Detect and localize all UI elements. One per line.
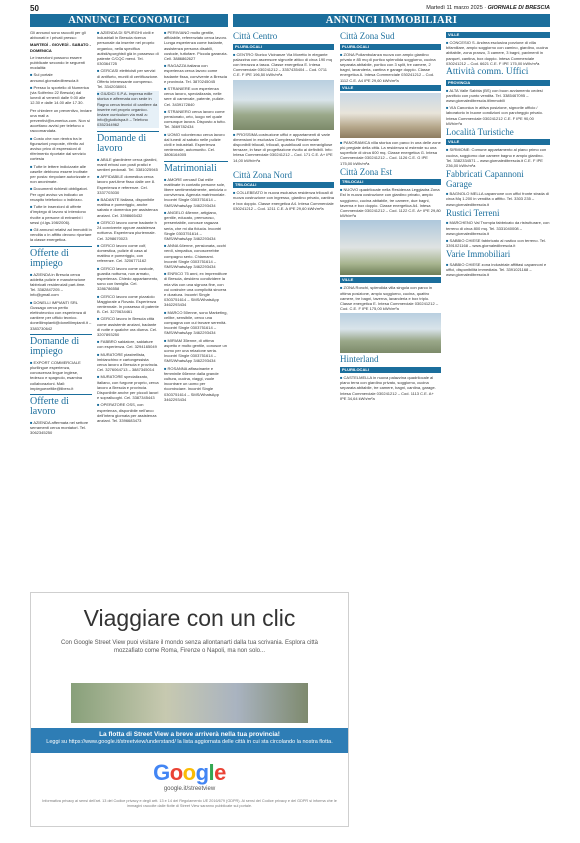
- ad-title: Viaggiare con un clic: [83, 605, 296, 631]
- ad-listing: FABBRO saldatore, saldature con esperienza. Cel. 3294165049: [97, 339, 157, 350]
- column-5: Città Zona Sud PLURILOCALI ■ ZONA Poliambulanza nuova con ampio giardino privato e 85 mq di portico splendida soggiorno, cucina separata abitabile, portico con 3 split, tre camere, 2 bagni, lavanderia, cantina e garage doppio. Classe energetica A. Intesa Commerciale 030241212 – Cod. 1112 C.E. A4 IPE 29,60 kWh/m²a VILLE ■ PANORAMICA villa storica con parco in una delle zone più pregiate della città. La residenza si estende su una superficie di circa 600 mq. Classe energetica G. Intesa Commerciale 030241212 – Cod. 1126 C.E. G IPE 175,00 kWh/m²a Città Zona Est TRILOCALI ■ NUOVO quadrilocale nella Residenza Leggiadra Zona Est in nuova costruzione con giardino privato, ampio soggiorno, cucina abitabile, tre camere, due bagni, taverna e box doppio. Classe energetica A4. Intesa Commerciale 030241212 – Cod. 1122 C.E. A+ IPE 29,80 kWh/m²a VILLE ■ ZONA Ronchi, splendida villa singola con parco in ottima posizione, ampio soggiorno, cucina, quattro camere, tre bagni, taverna, lavanderia e box triplo. Classe energetica E. Intesa Commerciale 030241212 – Cod. C.E. F IPE 175,00 kWh/m²a Hinterland PLURILOCALI ■ CASTELMELLA in nuova palazzina quadrilocale al piano terra con giardino privato, soggiorno, cucina separata abitabile, tre camere, bagni, cantina, garage. Intesa Commerciale 030241212 – Cod. 1113 C.E. A+ IPE 34,64 kWh/m²a: [340, 31, 441, 401]
- section-domande-lavoro: Domande di lavoro: [97, 131, 159, 154]
- ad-blue-band: [31, 728, 348, 753]
- property-listing: ALTA Valle Sabbia (BS) con buon avviamento cedesi panificio con punto vendita. Tel. 3385467095 – www.giornaledibrescia.it/immobili: [446, 87, 543, 103]
- bullet-portal[interactable]: Sul portale annunci.giornaledibrescia.it: [30, 72, 79, 83]
- property-listing: NUOVO quadrilocale nella Residenza Leggiadra Zona Est in nuova costruzione con giardino privato, ampio soggiorno, cucina abitabile, tre camere, due bagni, taverna e box doppio. Classe energetica A4. Intesa Commerciale 030241212 – Cod. 1122 C.E. A+ IPE 29,80 kWh/m²a: [340, 187, 441, 219]
- hours-note: Le inserzioni possono essere pubblicate secondo le seguenti modalità:: [30, 54, 85, 71]
- tag-plurilocali: PLURILOCALI: [340, 367, 441, 373]
- section-rustici-terreni: Rustici Terreni: [446, 207, 500, 218]
- ad-listing: AZIENDA DI SPURGHI civili e industriali in Brescia ricerca personale da inserire nel proprio organico, nella specifica autisti/spurghisti già in possesso di patente C/CQC merci. Tel. 030364725: [97, 30, 159, 67]
- bullet-lavoro: Tutte le inserzioni di offerte d'impiego di lavoro si intendono rivolte a persone di entrambi i sessi (d.lgs.198/2006).: [30, 204, 86, 225]
- section-attivita-uffici: Attività comm. Uffici: [446, 67, 529, 78]
- property-listing: PROSSIMA costruzione uffici e appartamenti di varie dimensioni in esclusiva Complesso Residenziale disponibili trilocali, trilocali, quadrilocali con meravigliose terrazze, in fase di progettazione rivolto ai definibili. Info: Intesa Commerciale 030241212 – Cod. 171 C.E. A+ IPE 14,00 kWh/m²a: [233, 131, 333, 163]
- property-listing: CASTELMELLA in nuova palazzina quadrilocale al piano terra con giardino privato, soggiorno, cucina separata abitabile, tre camere, bagni, cantina, garage. Intesa Commerciale 030241212 – Cod. 1113 C.E. A+ IPE 34,64 kWh/m²a: [340, 374, 436, 401]
- ad-listing: RAGAZZA italiana con esperienza cerca lavoro come badante fissa, convivente a Brescia e provincia. Tel. 3870245045: [164, 63, 227, 84]
- ad-listing: CERCO lavoro come pizzaiolo Maggiorale a Rovato. Esperienza ventennale. In possesso di patente B. Cel. 3270634461: [97, 293, 159, 315]
- ad-listing: UOMO volonteroso cerca lavoro dal lunedì al sabato nelle pulizie civili e industriali. Esperienza ventennale, automunito. Cel. 3806164005: [164, 131, 225, 158]
- property-listing: CENTRO Storico Vicinanze Via Moretto in elegante palazzina con ascensore signorile attico di circa 190 mq con terrazza a tasca. Classe energetica E. Intesa Commerciale 030241212 – 3357435404 – Cod. 0711 C.E. F IPE 196,50 kWh/m²a: [233, 51, 332, 78]
- bullet-cost: Costo che non rientra tra le figurazioni proposte, riferito ad avviso privo di espressioni di riferimento riportate dal servizio cortesia: [30, 135, 86, 162]
- ad-listing: MURATORE specializzato, italiano, con furgone proprio, cerca lavoro a Brescia e provincia. Disponibile anche per piccoli lavori e sopralluoghi. Cel. 3387345443: [97, 374, 159, 401]
- column-1: Gli annunci sono raccolti per gli abbonati e i privati presso: MARTEDÌ - GIOVEDÌ - SABATO - DOMENICA Le inserzioni possono essere pubblicate secondo le seguenti modalità: ■ Sul portale annunci.giornaledibrescia.it ■ Presso lo sportello di Numerica (via Solferino 22 Brescia) dal lunedì al venerdì dalle 9.00 alle 12.30 e dalle 14.00 alle 17.30. Per chiedere un preventivo, inviare una mail a preventivi@numerica.com. Non si accettano avvisi per telefono o raccomandata. ■ Costo che non rientra tra le figurazioni proposte, riferito ad avviso privo di espressioni di riferimento riportate dal servizio cortesia ■ Tutte le lettere indicizzate alle caselle debbono essere inoltrate per posta: rimpolare autorizzate e non anonimate. ■ Documenti richiesti obbligatori. Per ogni avviso va indicato un recapito telefonico o indirizzo. ■ Tutte le inserzioni di offerte d'impiego di lavoro si intendono rivolte a persone di entrambi i sessi (d.lgs.198/2006). ■ Gli annunci relativi ad immobili in vendita o in affitto devono riportare la classe energetica. Offerte di impiego ■ AZIENDA in Brescia cerca addetta pulizie e manutenzione fabbricati residenziali part-time. Tel. 3382847205 – info@gmail.com ■ DONELLI IMPIANTI SRL Gussago cerca perito elettrotecnico con esperienza di cantiere per ufficio tecnico. donelliimpianti@donelliimpianti.it – 3383730642 Domande di impiego ■ EXPORT COMMERCIALE plurilingue esperienza, conoscenza lingue inglese, tedesco e spagnolo, esamina collaborazioni. Mail: impiegoexeltile@libero.it Offerte di lavoro ■ AZIENDA affermata nel settore serramenti cerca montatori. Tel. 3062345250: [30, 30, 92, 436]
- column-4: Città Centro PLURILOCALI ■ CENTRO Storico Vicinanze Via Moretto in elegante palazzina con ascensore signorile attico di circa 190 mq con terrazza a tasca. Classe energetica E. Intesa Commerciale 030241212 – 3357435404 – Cod. 0711 C.E. F IPE 196,50 kWh/m²a ■ PROSSIMA costruzione uffici e appartamenti di varie dimensioni in esclusiva Complesso Residenziale disponibili trilocali, trilocali, quadrilocali con meravigliose terrazze, in fase di progettazione rivolto ai definibili. Info: Intesa Commerciale 030241212 – Cod. 171 C.E. A+ IPE 14,00 kWh/m²a Città Zona Nord TRILOCALI ■ COLLEBEATO in nuova esclusiva residenza trilocali di nuova costruzione con ingresso, giardino privato, cantina e box doppio. Classe energetica A4. Intesa Commerciale 030241212 – Cod. 1211 C.E. A IPE 29,60 kWh/m²a: [233, 31, 334, 211]
- bullet-lettere: Tutte le lettere indicizzate alle caselle debbono essere inoltrate per posta: rimpolare autorizzate e non anonimate.: [30, 163, 90, 185]
- ad-listing: OPERATORE OSS, con esperienza, disponibile nell'arco dell'intera giornata per assistenza anziani. Tel. 3396683473: [97, 402, 157, 423]
- ad-listing: AFFIDABILE domestica cerca lavoro part-time fisso dalle ore 8. Esperienza e referenze. Cel. 3337703030: [97, 174, 156, 195]
- ad-listing: CERCO lavoro come custode, guardia notturna, non armato, esperienza. Chiedo appartamento, sono con famiglia. Cel. 3286786558: [97, 265, 159, 292]
- property-listing: CONCESIO S. Andrea esclusiva porzione di villa bifamiliare, ampio soggiorno con camino, giardino, cucina abitabile, zona pranzo, 3 camere, 3 bagni, pavimenti in parquet, cantina, box doppio. Intesa Commerciale 030241212 – Cod. 6621 C.E. F IPE 175,00 kWh/m²a: [446, 40, 548, 66]
- page-header: [30, 4, 550, 14]
- street-view-advertisement: [30, 592, 349, 827]
- ad-footer: Informativa privacy ai sensi dell'art. 13 del Codice privacy e degli artt. 13 e 14 del Regolamento UE 2016/679 (GDPR). Ai sensi del Codice privacy e del GDPR si informa che le immagini raccolte dalle flotte di Street View saranno pubblicate sul portale.: [42, 799, 337, 808]
- tag-plurilocali: PLURILOCALI: [233, 44, 334, 50]
- page-date: Martedì 11 marzo 2025 · GIORNALE DI BRESCIA: [426, 5, 550, 11]
- property-listing: PANORAMICA villa storica con parco in una delle zone più pregiate della città. La residenza si estende su una superficie di circa 600 mq. Classe energetica G. Intesa Commerciale 030241212 – Cod. 1126 C.E. G IPE 175,00 kWh/m²a: [340, 139, 441, 166]
- bullet-sportello: Presso lo sportello di Numerica (via Solferino 22 Brescia) dal lunedì al venerdì dalle 9.00 alle 12.30 e dalle 14.00 alle 17.30.: [30, 84, 89, 106]
- ad-listing: STRANIERO cerca lavoro come pensionato, orto, luogo nel quale comunque lavora. Disposto a tutto. Tel. 3669782434: [164, 108, 226, 130]
- tag-provincia: PROVINCIA: [446, 80, 550, 86]
- section-bar-annunci-immobiliari: ANNUNCI IMMOBILIARI: [233, 14, 550, 27]
- ad-listing: ROSANNA affascinante e femminile 66enne dalla grande cultura, cucina, viaggi, vuole incontrare un uomo per ricominciare. Incontri Single 0303751614 – SMS/WhatsApp 3462293434: [164, 365, 219, 402]
- section-citta-zona-nord: Città Zona Nord: [233, 169, 292, 180]
- section-citta-zona-est: Città Zona Est: [340, 166, 392, 177]
- ad-street-photo: [71, 683, 308, 723]
- ad-listing: AMORE cercasi! Dai mille mattinate in contatto persone sole, libere sentimentalmente, amicizia o convivenza. Agenzia matrimoniale. Incontri Single 0303751614 – SMS/WhatsApp 3462293434: [164, 176, 227, 208]
- property-photo: [340, 220, 441, 275]
- ad-listing: MURATORE piastrellista, imbianchino e cartongessista cerca lavoro a Brescia e provincia. Cel. 3276064713 – 3887345014: [97, 351, 159, 373]
- section-citta-zona-sud: Città Zona Sud: [340, 31, 395, 41]
- ad-band-text[interactable]: Leggi su https://www.google.it/streetview/understand/ la lista aggiornata delle città in cui sta circolando la nostra flotta.: [46, 739, 333, 745]
- ad-listing: PERIVIANO molto gentile, affidabile, referenziato cerca lavoro. Lunga esperienza come badante, assistenza persona disabili, custode, tuttofare. Piccola garanzia. Cell. 3886862627: [164, 30, 228, 62]
- tag-ville: VILLE: [446, 139, 550, 145]
- ad-listing: CERCASI elettricisti per servizi di antifurto, muniti di certificazione. Offerto interessante compenso. Tel. 3342038001: [97, 68, 159, 90]
- property-photo: [340, 313, 441, 353]
- section-offerte-impiego: Offerte di impiego: [30, 246, 92, 269]
- google-logo: Google: [153, 760, 226, 785]
- ad-listing: AZIENDA in Brescia cerca addetta pulizie e manutenzione fabbricati residenziali part-time. Tel. 3382847205 – info@gmail.com: [30, 271, 86, 298]
- tag-ville: VILLE: [446, 32, 550, 38]
- property-listing: SABBIO CHIESE zona industriale affittasi capannoni e uffici, disponibilità immediata. Tel. 3391021168 – www.giornaledibrescia.it: [446, 261, 547, 278]
- column-3: ■ PERIVIANO molto gentile, affidabile, referenziato cerca lavoro. Lunga esperienza come badante, assistenza persona disabili, custode, tuttofare. Piccola garanzia. Cell. 3886862627 ■ RAGAZZA italiana con esperienza cerca lavoro come badante fissa, convivente a Brescia e provincia. Tel. 3870245045 ■ STRANIERE con esperienza cerca lavoro, specializzata, nelle sere di carnevale, patente, pulizie. Cel. 3439172840 ■ STRANIERO cerca lavoro come pensionato, orto, luogo nel quale comunque lavora. Disposto a tutto. Tel. 3669782434 ■ UOMO volonteroso cerca lavoro dal lunedì al sabato nelle pulizie civili e industriali. Esperienza ventennale, automunito. Cel. 3806164005 Matrimoniali ■ AMORE cercasi! Dai mille mattinate in contatto persone sole, libere sentimentalmente, amicizia o convivenza. Agenzia matrimoniale. Incontri Single 0303751614 – SMS/WhatsApp 3462293434 ■ ANGELO 48enne, artigiano, gentile, educato, premuroso, presentabile, conosce ragazza seria, che mi dia fiducia. Incontri Single 0303751614 – SMS/WhatsApp 3462293434 ■ ANNA 64enne, pensionata, occhi verdi, simpatica, conoscerebbe compagno serio. Chiamami. Incontri Single 0303751614 – SMS/WhatsApp 3462293434 ■ ENRICO 75 anni, ex imprenditore di Brescia, desidero condividere la mia vita con una signora fine, con cui costruire una complicità sincera e duratura. Incontri Single 0303751614 – SMS/WhatsApp 3462293434 ■ MARCO 50enne, sono Marketing, celibe, sensibile, cerco una compagna con cui trovare serenità. Incontri Single 0303751614 – SMS/WhatsApp 3462293434 ■ MIRIAM 35enne, di ottima aspetto e molto gentile, conosce un uomo per una relazione seria. Incontri Single 0303751614 – SMS/WhatsApp 3462293434 ■ ROSANNA affascinante e femminile 66enne dalla grande cultura, cucina, viaggi, vuole incontrare un uomo per ricominciare. Incontri Single 0303751614 – SMS/WhatsApp 3462293434: [164, 30, 228, 402]
- property-listing: VIA Canonica in attiva posizione, signorile ufficio / laboratorio in buone condizioni con parcheggio privato. Intesa Commerciale 030241212 C.E. F IPE 90,00 kWh/m²a: [446, 105, 543, 126]
- ad-listing-highlight: GIUDICI S.P.A. impresa edile storica e affermata con sede in Ragno cerca tecnici di cantiere da inserire nel proprio organico. Inviare curriculum via mail a: info@giudicispa.it – Telefono 0352344962: [97, 91, 158, 128]
- ad-listing: MARCO 50enne, sono Marketing, celibe, sensibile, cerco una compagna con cui trovare serenità. Incontri Single 0303751614 – SMS/WhatsApp 3462293434: [164, 309, 228, 336]
- property-listing: ZONA Poliambulanza nuova con ampio giardino privato e 85 mq di portico splendida soggiorno, cucina separata abitabile, portico con 3 split, tre camere, 2 bagni, lavanderia, cantina e garage doppio. Classe energetica A. Intesa Commerciale 030241212 – Cod. 1112 C.E. A4 IPE 29,60 kWh/m²a: [340, 51, 436, 83]
- section-fabbricati: Fabbricati Capannoni Garage: [446, 169, 524, 189]
- property-listing: BAGNOLO MELLA capannone con uffici fronte strada di circa Mq 1.200 in vendita o affitto. Tel. 3303 235 – www.giornaledibrescia.it: [446, 191, 549, 207]
- ad-listing: AZIENDA affermata nel settore serramenti cerca montatori. Tel. 3062345250: [30, 419, 89, 436]
- hours-text: MARTEDÌ - GIOVEDÌ - SABATO - DOMENICA: [30, 42, 91, 53]
- ad-listing: CERCO lavoro come badante h 24 convivente oppure assistenza notturna. Esperienza pluriennale. Cel. 3298670023: [97, 219, 157, 241]
- ad-listing: EXPORT COMMERCIALE plurilingue esperienza, conoscenza lingue inglese, tedesco e spagnolo, esamina collaborazioni. Mail: impiegoexeltile@libero.it: [30, 359, 83, 391]
- page-number: 50: [30, 4, 39, 13]
- tag-trilocali: TRILOCALI: [340, 179, 441, 185]
- tag-trilocali: TRILOCALI: [233, 182, 334, 188]
- ad-listing: ENRICO 75 anni, ex imprenditore di Brescia, desidero condividere la mia vita con una signora fine, con cui costruire una complicità sincera e duratura. Incontri Single 0303751614 – SMS/WhatsApp 3462293434: [164, 271, 228, 308]
- ad-listing: BADANTE italiana, disponibile mattina e pomeriggio, anche sabato e domenica per assistenza anziani. Cel. 3398665432: [97, 197, 158, 218]
- section-offerte-lavoro: Offerte di lavoro: [30, 394, 92, 417]
- ad-listing: ANNA 64enne, pensionata, occhi verdi, simpatica, conoscerebbe compagno serio. Chiamami. Incontri Single 0303751614 – SMS/WhatsApp 3462293434: [164, 243, 227, 269]
- column-6: VILLE ■ CONCESIO S. Andrea esclusiva porzione di villa bifamiliare, ampio soggiorno con camino, giardino, cucina abitabile, zona pranzo, 3 camere, 3 bagni, pavimenti in parquet, cantina, box doppio. Intesa Commerciale 030241212 – Cod. 6621 C.E. F IPE 175,00 kWh/m²a Attività comm. Uffici PROVINCIA ■ ALTA Valle Sabbia (BS) con buon avviamento cedesi panificio con punto vendita. Tel. 3385467095 – www.giornaledibrescia.it/immobili ■ VIA Canonica in attiva posizione, signorile ufficio / laboratorio in buone condizioni con parcheggio privato. Intesa Commerciale 030241212 C.E. F IPE 90,00 kWh/m²a Località Turistiche VILLE ■ SIRMIONE: Comune appartamento al piano primo con cucina, soggiorno due camere bagno e ampio giardino. Tel. 3382334571 – www.giornaledibrescia.it C.E. F IPE 236,00 kWh/m²a Fabbricati Capannoni Garage ■ BAGNOLO MELLA capannone con uffici fronte strada di circa Mq 1.200 in vendita o affitto. Tel. 3303 235 – www.giornaledibrescia.it Rustici Terreni ■ MARCHENO Val Trompia fabbricato da ristrutturare, con terreno di circa 800 mq. Tel. 3331040008 – www.giornaledibrescia.it ■ SABBIO CHIESE fabbricato al rustico con terreno. Tel. 3391021168 – www.giornaledibrescia.it Varie Immobiliari ■ SABBIO CHIESE zona industriale affittasi capannoni e uffici, disponibilità immediata. Tel. 3391021168 – www.giornaledibrescia.it: [446, 32, 550, 278]
- ad-subtitle: Con Google Street View puoi visitare il mondo senza allontanarti dalla tua scrivania. Esplora città mozzafiato come Roma, Firenze o Napoli, ma non solo...: [60, 640, 319, 654]
- tag-ville: VILLE: [340, 277, 441, 283]
- ad-listing: MIRIAM 35enne, di ottima aspetto e molto gentile, conosce un uomo per una relazione seria. Incontri Single 0303751614 – SMS/WhatsApp 3462293434: [164, 337, 227, 364]
- section-domande-impiego: Domande di impiego: [30, 334, 92, 357]
- tag-ville: VILLE: [340, 85, 441, 91]
- property-listing: SIRMIONE: Comune appartamento al piano primo con cucina, soggiorno due camere bagno e ampio giardino. Tel. 3382334571 – www.giornaledibrescia.it C.E. F IPE 236,00 kWh/m²a: [446, 147, 547, 169]
- section-localita-turistiche: Località Turistiche: [446, 126, 514, 137]
- column-2: ■ AZIENDA DI SPURGHI civili e industriali in Brescia ricerca personale da inserire nel proprio organico, nella specifica autisti/spurghisti già in possesso di patente C/CQC merci. Tel. 030364725 ■ CERCASI elettricisti per servizi di antifurto, muniti di certificazione. Offerto interessante compenso. Tel. 3342038001 ■ GIUDICI S.P.A. impresa edile storica e affermata con sede in Ragno cerca tecnici di cantiere da inserire nel proprio organico. Inviare curriculum via mail a: info@giudicispa.it – Telefono 0352344962 Domande di lavoro ■ ABILE giardiniere cerca giardini, manti erbosi con posti pratici e sentieri pedonali. Tel. 3381025945 ■ AFFIDABILE domestica cerca lavoro part-time fisso dalle ore 8. Esperienza e referenze. Cel. 3337703030 ■ BADANTE italiana, disponibile mattina e pomeriggio, anche sabato e domenica per assistenza anziani. Cel. 3398665432 ■ CERCO lavoro come badante h 24 convivente oppure assistenza notturna. Esperienza pluriennale. Cel. 3298670023 ■ CERCO lavoro come colf, domestica, pulizie di casa al mattino e pomeriggio, con referenze. Cel. 3206771162 ■ CERCO lavoro come custode, guardia notturna, non armato, esperienza. Chiedo appartamento, sono con famiglia. Cel. 3286786558 ■ CERCO lavoro come pizzaiolo Maggiorale a Rovato. Esperienza ventennale. In possesso di patente B. Cel. 3270634461 ■ CERCO lavoro in Brescia città come assistente anziani, badante di notte e qualche ora diurna. Cel. 3207893250 ■ FABBRO saldatore, saldature con esperienza. Cel. 3294165049 ■ MURATORE piastrellista, imbianchino e cartongessista cerca lavoro a Brescia e provincia. Cel. 3276064713 – 3887345014 ■ MURATORE specializzato, italiano, con furgone proprio, cerca lavoro a Brescia e provincia. Disponibile anche per piccoli lavori e sopralluoghi. Cel. 3387345443 ■ OPERATORE OSS, con esperienza, disponibile nell'arco dell'intera giornata per assistenza anziani. Tel. 3396683473: [97, 30, 159, 423]
- ad-listing: CERCO lavoro in Brescia città come assistente anziani, badante di notte e qualche ora diurna. Cel. 3207893250: [97, 316, 158, 337]
- ad-listing: ABILE giardiniere cerca giardini, manti erbosi con posti pratici e sentieri pedonali. Tel. 3381025945: [97, 156, 158, 173]
- bullet-preventivo: Per chiedere un preventivo, inviare una mail a preventivi@numerica.com. Non si accettano avvisi per telefono o raccomandata.: [30, 107, 92, 134]
- property-listing: ZONA Ronchi, splendida villa singola con parco in ottima posizione, ampio soggiorno, cucina, quattro camere, tre bagni, taverna, lavanderia e box triplo. Classe energetica E. Intesa Commerciale 030241212 – Cod. C.E. F IPE 175,00 kWh/m²a: [340, 285, 439, 312]
- section-varie-immobiliari: Varie Immobiliari: [446, 249, 511, 260]
- intro-text: Gli annunci sono raccolti per gli abbonati e i privati presso:: [30, 30, 86, 41]
- property-photo: [340, 93, 441, 138]
- ad-listing: STRANIERE con esperienza cerca lavoro, specializzata, nelle sere di carnevale, patente, pulizie. Cel. 3439172840: [164, 86, 225, 107]
- bullet-immobili: Gli annunci relativi ad immobili in vendita o in affitto devono riportare la classe energetica.: [30, 226, 92, 243]
- property-photo: [233, 80, 334, 130]
- ad-band-headline: La flotta di Street View a breve arriverà nella tua provincia!: [99, 731, 280, 738]
- ad-listing: ANGELO 48enne, artigiano, gentile, educato, premuroso, presentabile, conosce ragazza seria, che mi dia fiducia. Incontri Single 0303751614 – SMS/WhatsApp 3462293434: [164, 209, 222, 241]
- section-bar-annunci-economici: ANNUNCI ECONOMICI: [30, 14, 228, 27]
- section-hinterland: Hinterland: [340, 354, 379, 365]
- property-listing: COLLEBEATO in nuova esclusiva residenza trilocali di nuova costruzione con ingresso, giardino privato, cantina e box doppio. Classe energetica A4. Intesa Commerciale 030241212 – Cod. 1211 C.E. A IPE 29,60 kWh/m²a: [233, 190, 334, 211]
- section-matrimoniali: Matrimoniali: [164, 161, 228, 174]
- bullet-documenti: Documenti richiesti obbligatori. Per ogni avviso va indicato un recapito telefonico o indirizzo.: [30, 186, 89, 202]
- section-citta-centro: Città Centro: [233, 31, 278, 41]
- property-listing: MARCHENO Val Trompia fabbricato da ristrutturare, con terreno di circa 800 mq. Tel. 3331040008 – www.giornaledibrescia.it: [446, 220, 550, 236]
- tag-plurilocali: PLURILOCALI: [340, 44, 441, 50]
- property-listing: SABBIO CHIESE fabbricato al rustico con terreno. Tel. 3391021168 – www.giornaledibrescia.it: [446, 237, 546, 249]
- ad-listing: DONELLI IMPIANTI SRL Gussago cerca perito elettrotecnico con esperienza di cantiere per ufficio tecnico. donelliimpianti@donelliimpianti.it – 3383730642: [30, 299, 92, 331]
- ad-listing: CERCO lavoro come colf, domestica, pulizie di casa al mattino e pomeriggio, con referenze. Cel. 3206771162: [97, 242, 147, 264]
- ad-url[interactable]: google.it/streetview: [163, 786, 216, 792]
